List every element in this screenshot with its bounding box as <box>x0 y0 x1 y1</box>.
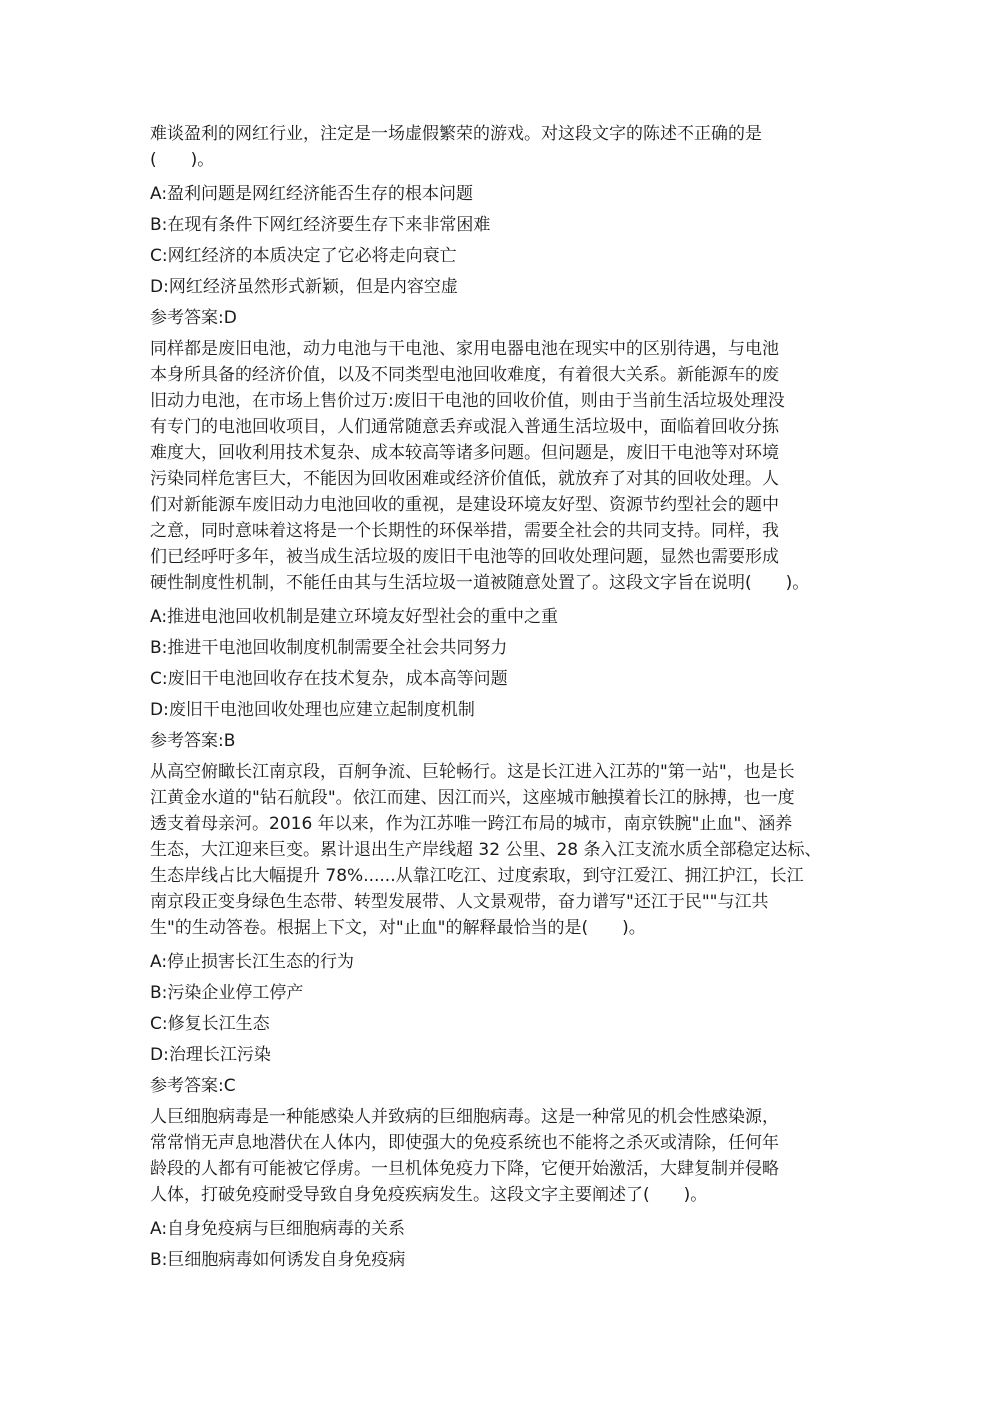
answer-option: C:修复长江生态 <box>150 1014 270 1034</box>
text-line: 本身所具备的经济价值，以及不同类型电池回收难度，有着很大关系。新能源车的废 <box>150 365 779 385</box>
answer-option: D:废旧干电池回收处理也应建立起制度机制 <box>150 700 475 720</box>
text-line: 透支着母亲河。2016 年以来，作为江苏唯一跨江布局的城市，南京铁腕"止血"、涵养 <box>150 814 793 834</box>
text-line: 同样都是废旧电池，动力电池与干电池、家用电器电池在现实中的区别待遇，与电池 <box>150 339 779 359</box>
question-stem <box>150 1104 870 1208</box>
text-line: 龄段的人都有可能被它俘虏。一旦机体免疫力下降，它便开始激活，大肆复制并侵略 <box>150 1159 779 1179</box>
text-line: 江黄金水道的"钻石航段"。依江而建、因江而兴，这座城市触摸着长江的脉搏，也一度 <box>150 788 795 808</box>
question-stem <box>150 121 870 173</box>
answer-option: D:网红经济虽然形式新颖，但是内容空虚 <box>150 277 458 297</box>
text-line: 生态岸线占比大幅提升 78%......从靠江吃江、过度索取，到守江爱江、拥江护江，长江 <box>150 866 804 886</box>
answer-option: A:自身免疫病与巨细胞病毒的关系 <box>150 1219 406 1239</box>
answer-option: B:推进干电池回收制度机制需要全社会共同努力 <box>150 638 508 658</box>
answer-option: A:推进电池回收机制是建立环境友好型社会的重中之重 <box>150 607 559 627</box>
reference-answer: 参考答案:C <box>150 1076 236 1096</box>
text-line: 南京段正变身绿色生态带、转型发展带、人文景观带，奋力谱写"还江于民""与江共 <box>150 892 769 912</box>
text-line: 之意，同时意味着这将是一个长期性的环保举措，需要全社会的共同支持。同样，我 <box>150 521 779 541</box>
text-line: 常常悄无声息地潜伏在人体内，即使强大的免疫系统也不能将之杀灭或清除，任何年 <box>150 1133 779 1153</box>
text-line: 们对新能源车废旧动力电池回收的重视，是建设环境友好型、资源节约型社会的题中 <box>150 495 779 515</box>
text-line: 从高空俯瞰长江南京段，百舸争流、巨轮畅行。这是长江进入江苏的"第一站"，也是长 <box>150 762 795 782</box>
answer-option: C:废旧干电池回收存在技术复杂，成本高等问题 <box>150 669 508 689</box>
answer-option: A:盈利问题是网红经济能否生存的根本问题 <box>150 184 474 204</box>
text-line: 们已经呼吁多年，被当成生活垃圾的废旧干电池等的回收处理问题，显然也需要形成 <box>150 547 779 567</box>
answer-option: B:在现有条件下网红经济要生存下来非常困难 <box>150 215 491 235</box>
document-page <box>150 121 870 1278</box>
text-line: 生态，大江迎来巨变。累计退出生产岸线超 32 公里、28 条入江支流水质全部稳定达标、 <box>150 840 822 860</box>
text-line: 污染同样危害巨大，不能因为回收困难或经济价值低，就放弃了对其的回收处理。人 <box>150 469 779 489</box>
answer-option: D:治理长江污染 <box>150 1045 271 1065</box>
text-line: 人体，打破免疫耐受导致自身免疫疾病发生。这段文字主要阐述了( )。 <box>150 1185 708 1205</box>
answer-option: A:停止损害长江生态的行为 <box>150 952 355 972</box>
text-line: 人巨细胞病毒是一种能感染人并致病的巨细胞病毒。这是一种常见的机会性感染源， <box>150 1107 779 1127</box>
question-stem <box>150 336 870 596</box>
reference-answer: 参考答案:B <box>150 731 236 751</box>
text-line: 硬性制度性机制，不能任由其与生活垃圾一道被随意处置了。这段文字旨在说明( )。 <box>150 573 810 593</box>
answer-option: B:污染企业停工停产 <box>150 983 304 1003</box>
text-line: 旧动力电池，在市场上售价过万:废旧干电池的回收价值，则由于当前生活垃圾处理没 <box>150 391 785 411</box>
text-line: 有专门的电池回收项目，人们通常随意丢弃或混入普通生活垃圾中，面临着回收分拣 <box>150 417 779 437</box>
text-line: 难谈盈利的网红行业，注定是一场虚假繁荣的游戏。对这段文字的陈述不正确的是 <box>150 124 762 144</box>
answer-option: B:巨细胞病毒如何诱发自身免疫病 <box>150 1250 406 1270</box>
text-line: 难度大，回收利用技术复杂、成本较高等诸多问题。但问题是，废旧干电池等对环境 <box>150 443 779 463</box>
text-line: ( )。 <box>150 150 215 170</box>
answer-option: C:网红经济的本质决定了它必将走向衰亡 <box>150 246 457 266</box>
text-line: 生"的生动答卷。根据上下文，对"止血"的解释最恰当的是( )。 <box>150 918 646 938</box>
reference-answer: 参考答案:D <box>150 308 237 328</box>
question-stem <box>150 759 870 941</box>
